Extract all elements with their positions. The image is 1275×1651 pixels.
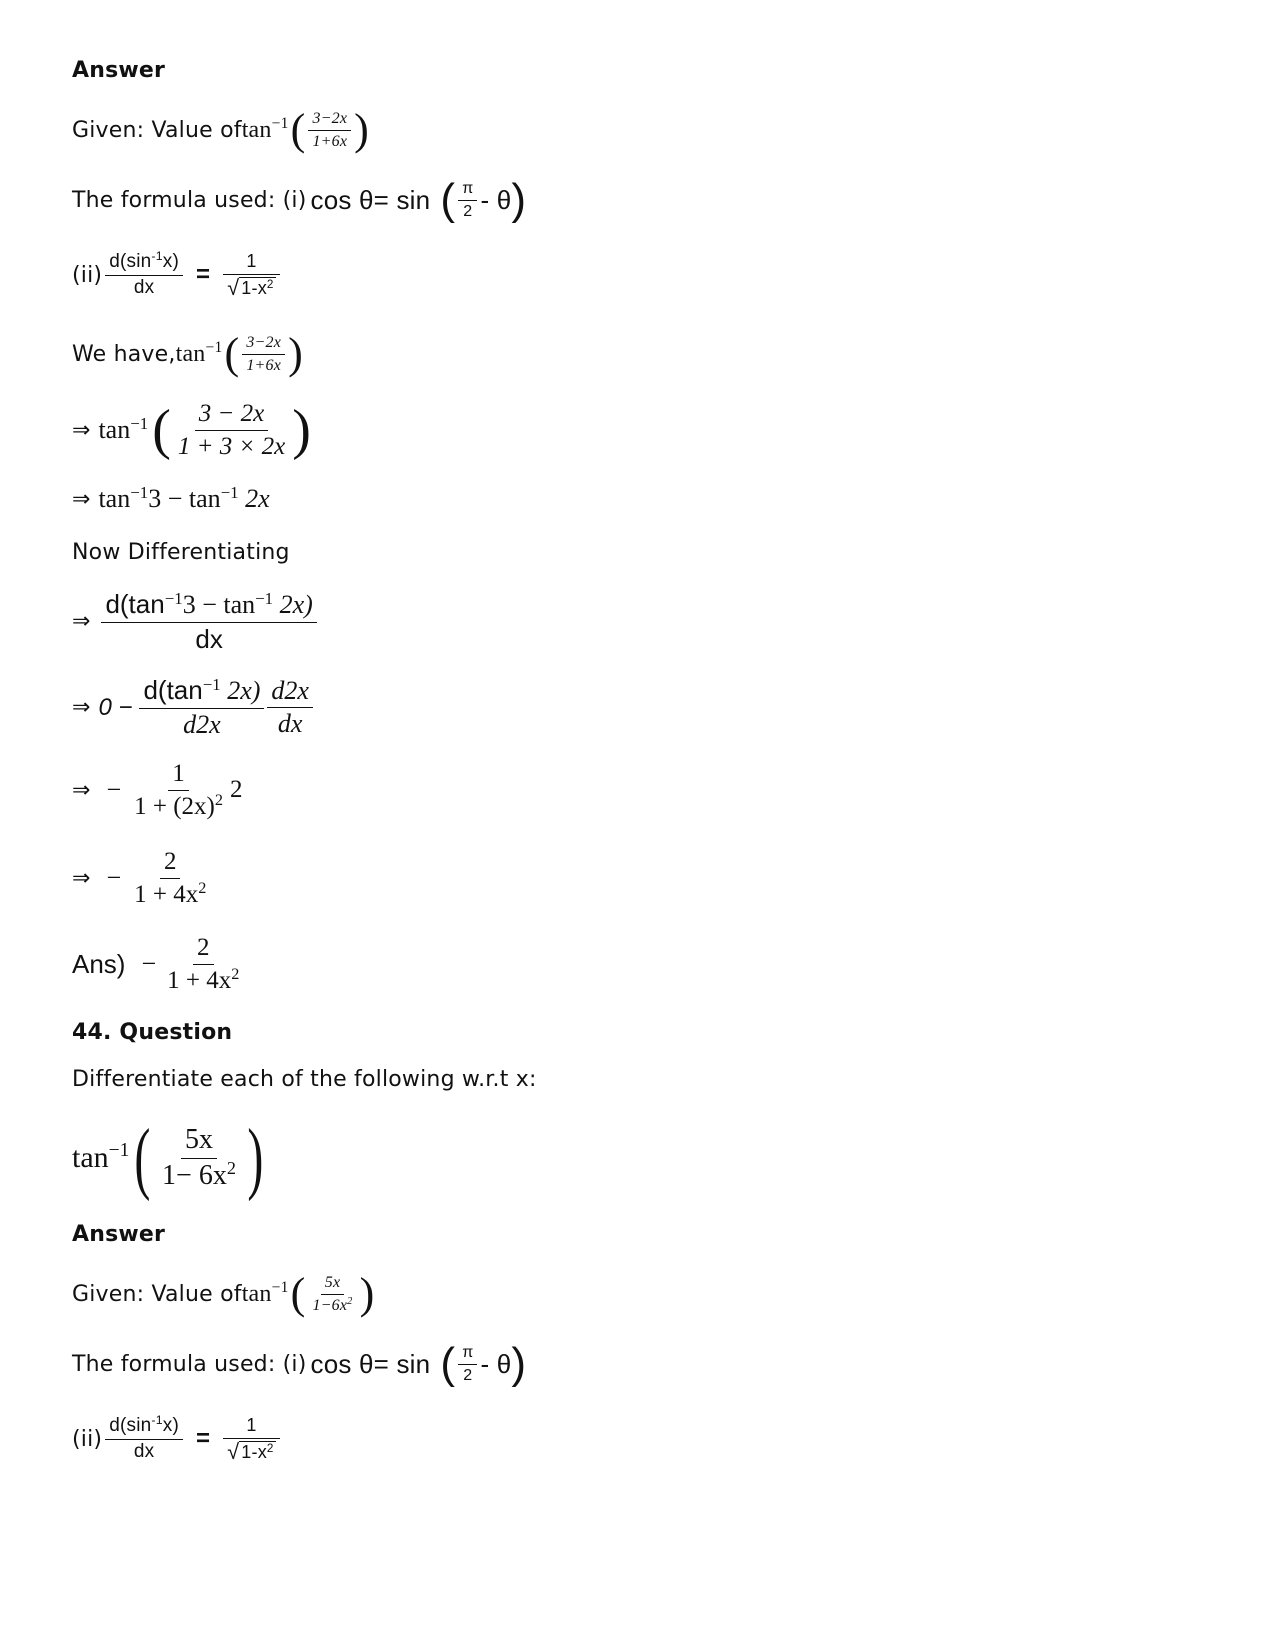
implies-arrow: ⇒ (72, 695, 91, 721)
formula-ii-lhs: $\frac{d(\sin^{-1}x)}{dx}$ (105, 252, 183, 299)
implies-arrow: ⇒ (72, 417, 91, 443)
formula-ii-lhs: $\frac{d(\sin^{-1}x)}{dx}$ (105, 1416, 183, 1463)
step-4-fraction-1: $\frac{d(\tan^{-1} 2x)}{d2x}$ (139, 676, 264, 739)
formula-expr: cos θ= sin (310, 1348, 431, 1379)
ans-fraction: $\frac{2}{1 + 4x^2}$ (167, 934, 240, 994)
question-fraction: $\frac{5x}{1- 6x^2}$ (162, 1123, 236, 1191)
step-5-fraction: $\frac{1}{1 + (2x)^2}$ (134, 760, 223, 820)
step-5-sign: − (106, 775, 122, 804)
step-4 (72, 676, 316, 739)
formula-label: The formula used: (i) (72, 1351, 307, 1377)
step-6-fraction: $\frac{2}{1 + 4x^2}$ (134, 848, 207, 908)
we-have-fraction: $\frac{3-2x}{1+6x}$ (242, 334, 285, 374)
implies-arrow: ⇒ (72, 486, 91, 512)
step-6-sign: − (106, 863, 122, 892)
step-4-lead: 0 − (98, 693, 133, 721)
step-5 (72, 760, 242, 820)
formula-rest: - θ (480, 1348, 512, 1379)
equals-sign: = (196, 1425, 211, 1453)
ans-label: Ans) (72, 948, 126, 979)
formula-ii-label: (ii) (72, 262, 103, 288)
formula-fraction: $\frac{\pi}{2}$ (458, 180, 477, 220)
final-answer (72, 934, 246, 994)
step-1-func: $\tan^{-1}$ (98, 413, 149, 444)
given-func: $\tan^{-1}$ (241, 114, 289, 143)
we-have-line: We have, $\tan^{-1}$ ( $\frac{3-2x}{1+6x}$ ) (72, 329, 303, 378)
given-line: Given: Value of $\tan^{-1}$ ( $\frac{3-2x}{1+6x}$ ) (72, 105, 370, 154)
ans-sign: − (141, 949, 157, 978)
question-expression: $\tan^{-1}$ ( $\frac{5x}{1- 6x^2}$ ) (72, 1114, 264, 1202)
formula-ii-label: (ii) (72, 1426, 103, 1452)
given-label: Given: Value of (72, 1281, 242, 1307)
implies-arrow: ⇒ (72, 865, 91, 891)
answer-heading-text: Answer (72, 58, 166, 83)
now-differentiating-text: Now Differentiating (72, 540, 290, 565)
given-line: Given: Value of $\tan^{-1}$ ( $\frac{5x}{1-6x^2}$ ) (72, 1269, 375, 1318)
answer-heading-text: Answer (72, 1222, 166, 1247)
question-heading-text: 44. Question (72, 1020, 233, 1045)
step-3 (72, 590, 320, 653)
step-1-fraction: $\frac{3 - 2x}{1 + 3 \times 2x}$ (177, 400, 286, 460)
step-4-fraction-2: $\frac{d2x}{dx}$ (267, 677, 313, 739)
formula-ii-rhs: 1 √ $1-x^2$ (223, 1416, 279, 1462)
formula-expr: cos θ= sin (310, 184, 431, 215)
we-have-func: $\tan^{-1}$ (175, 338, 223, 367)
we-have-label: We have, (72, 341, 176, 367)
formula-rest: - θ (480, 184, 512, 215)
step-1: ⇒ $\tan^{-1}$ ( $\frac{3 - 2x}{1 + 3 \times 2x}$ ) (72, 399, 311, 461)
given-label: Given: Value of (72, 117, 242, 143)
given-func: $\tan^{-1}$ (241, 1278, 289, 1307)
implies-arrow: ⇒ (72, 777, 91, 803)
step-6 (72, 848, 213, 908)
now-differentiating (72, 540, 290, 565)
formula-ii-line (72, 1413, 283, 1465)
step-5-tail: 2 (229, 776, 243, 803)
formula-i-line: The formula used: (i) cos θ= sin ( $\frac{\pi}{2}$ - θ ) (72, 175, 527, 224)
equals-sign: = (196, 261, 211, 289)
given-fraction: $\frac{5x}{1-6x^2}$ (312, 1273, 353, 1314)
formula-ii-line (72, 249, 283, 301)
formula-label: The formula used: (i) (72, 187, 307, 213)
formula-i-line: The formula used: (i) cos θ= sin ( $\frac{\pi}{2}$ - θ ) (72, 1339, 527, 1388)
question-text-content: Differentiate each of the following w.r.t x: (72, 1067, 537, 1092)
step-2 (72, 484, 270, 514)
answer-heading (72, 58, 165, 83)
question-text (72, 1067, 537, 1092)
implies-arrow: ⇒ (72, 609, 91, 635)
step-3-fraction: $\frac{d(\tan^{-1}3 - \tan^{-1} 2x)}{dx}$ (101, 590, 316, 653)
question-func: $\tan^{-1}$ (72, 1140, 130, 1174)
answer-heading (72, 1222, 165, 1247)
question-heading (72, 1020, 232, 1045)
step-2-expr: $\tan^{-1}3 - \tan^{-1} 2x$ (98, 482, 270, 513)
formula-ii-rhs: 1 √ $1-x^2$ (223, 252, 279, 298)
given-fraction: $\frac{3-2x}{1+6x}$ (308, 110, 351, 150)
formula-fraction: $\frac{\pi}{2}$ (458, 1344, 477, 1384)
